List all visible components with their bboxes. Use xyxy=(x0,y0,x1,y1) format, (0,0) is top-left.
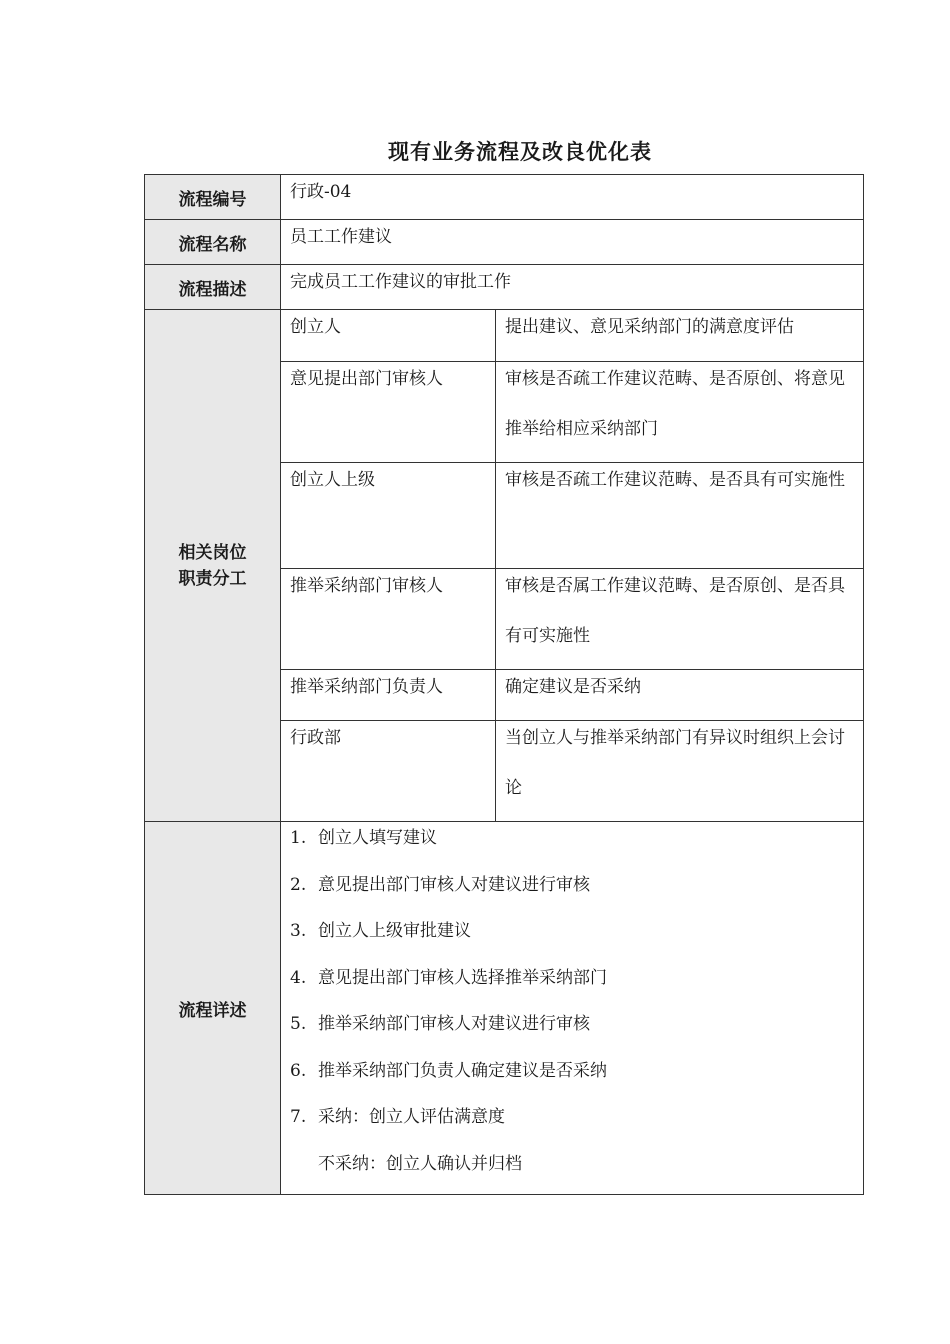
role-row xyxy=(281,720,863,821)
list-item xyxy=(290,822,854,869)
process-table xyxy=(144,174,864,1195)
role-duty: 提出建议、意见采纳部门的满意度评估 xyxy=(496,310,864,361)
role-row xyxy=(281,568,863,669)
step-number: 2. xyxy=(290,874,307,895)
role-duty-text: 审核是否疏工作建议范畴、是否具有可实施性 xyxy=(505,469,845,490)
row-details xyxy=(145,822,864,1195)
role-duty xyxy=(496,462,864,568)
roles-table xyxy=(281,310,863,821)
step-continuation: 不采纳：创立人确认并归档 xyxy=(318,1153,522,1174)
row-roles xyxy=(145,310,864,822)
row-process-desc xyxy=(145,265,864,310)
role-name: 创立人上级 xyxy=(281,462,496,568)
list-item xyxy=(290,915,854,962)
process-name-label: 流程名称 xyxy=(145,220,281,265)
list-item xyxy=(290,869,854,916)
list-item xyxy=(290,962,854,1009)
list-item xyxy=(290,1008,854,1055)
list-item xyxy=(290,1101,854,1148)
roles-label xyxy=(145,310,281,822)
role-duty-text: 审核是否属工作建议范畴、是否原创、是否具有可实施性 xyxy=(505,575,845,646)
details-label: 流程详述 xyxy=(145,822,281,1195)
document-title: 现有业务流程及改良优化表 xyxy=(388,140,652,164)
process-name-value: 员工工作建议 xyxy=(281,220,864,265)
steps-list xyxy=(281,822,863,1194)
step-text: 创立人上级审批建议 xyxy=(318,921,471,941)
step-text: 意见提出部门审核人选择推举采纳部门 xyxy=(318,967,607,988)
step-text: 意见提出部门审核人对建议进行审核 xyxy=(318,874,590,895)
role-name: 行政部 xyxy=(281,720,496,821)
roles-label-line2: 职责分工 xyxy=(178,568,247,589)
process-desc-label: 流程描述 xyxy=(145,265,281,310)
role-name: 推举采纳部门负责人 xyxy=(281,669,496,720)
roles-cell xyxy=(281,310,864,822)
role-name: 意见提出部门审核人 xyxy=(281,361,496,462)
row-process-code xyxy=(145,175,864,220)
step-text: 推举采纳部门审核人对建议进行审核 xyxy=(318,1014,590,1034)
step-number: 7. xyxy=(290,1107,307,1127)
step-number: 4. xyxy=(290,967,307,988)
role-row xyxy=(281,361,863,462)
role-name: 推举采纳部门审核人 xyxy=(281,568,496,669)
role-duty xyxy=(496,720,864,821)
step-text: 推举采纳部门负责人确定建议是否采纳 xyxy=(318,1060,607,1081)
role-duty xyxy=(496,568,864,669)
process-code-label: 流程编号 xyxy=(145,175,281,220)
details-cell xyxy=(281,822,864,1195)
role-duty-text: 当创立人与推举采纳部门有异议时组织上会讨论 xyxy=(505,727,845,798)
role-duty xyxy=(496,361,864,462)
role-duty-text: 审核是否疏工作建议范畴、是否原创、将意见推举给相应采纳部门 xyxy=(505,368,845,439)
step-text: 采纳：创立人评估满意度 xyxy=(318,1107,505,1127)
step-text: 创立人填写建议 xyxy=(318,828,437,848)
list-item xyxy=(290,1055,854,1102)
row-process-name xyxy=(145,220,864,265)
role-row xyxy=(281,462,863,568)
step-number: 6. xyxy=(290,1060,307,1081)
step-number: 1. xyxy=(290,828,307,848)
role-name: 创立人 xyxy=(281,310,496,361)
process-desc-value: 完成员工工作建议的审批工作 xyxy=(281,265,864,310)
roles-label-line1: 相关岗位 xyxy=(178,542,247,563)
role-duty: 确定建议是否采纳 xyxy=(496,669,864,720)
step-number: 3. xyxy=(290,921,307,941)
process-code-value: 行政-04 xyxy=(281,175,864,220)
step-number: 5. xyxy=(290,1014,307,1034)
